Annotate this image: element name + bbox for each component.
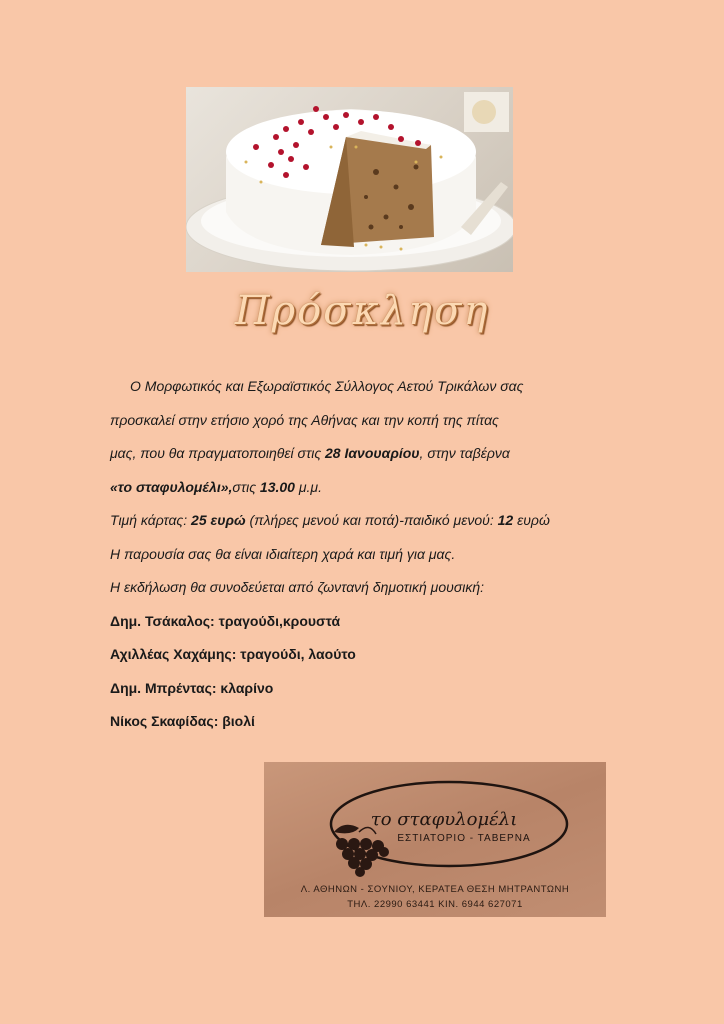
paragraph-line: Ο Μορφωτικός και Εξωραϊστικός Σύλλογος Αετού Τρικάλων σας — [130, 378, 524, 394]
invitation-text — [110, 375, 630, 744]
paragraph-line: Η εκδήλωση θα συνοδεύεται από ζωντανή δημοτική μουσική: — [110, 579, 485, 595]
musician-item: Δημ. Μπρέντας: κλαρίνο — [110, 679, 274, 696]
paragraph-line: μας, που θα πραγματοποιηθεί στις 28 Ιανουαρίου, στην ταβέρνα — [110, 445, 510, 461]
event-date: 28 Ιανουαρίου — [325, 445, 420, 461]
cake-photo — [186, 87, 513, 272]
paragraph-line: «το σταφυλομέλι»,στις 13.00 μ.μ. — [110, 478, 322, 495]
logo-phone: ΤΗΛ. 22990 63441 ΚΙΝ. 6944 627071 — [347, 899, 523, 910]
musician-item: Αχιλλέας Χαχάμης: τραγούδι, λαούτο — [110, 646, 356, 662]
logo-name: το σταφυλομέλι — [370, 809, 518, 830]
venue-logo — [264, 762, 606, 917]
cake-illustration — [186, 87, 513, 272]
venue-name: «το σταφυλομέλι», — [110, 478, 233, 495]
child-price: 12 — [497, 512, 514, 528]
paragraph-line: προσκαλεί στην ετήσιο χορό της Αθήνας και την κοπή της πίτας — [110, 411, 499, 428]
logo-subtitle: ΕΣΤΙΑΤΟΡΙΟ - ΤΑΒΕΡΝΑ — [397, 833, 531, 844]
musician-item: Νίκος Σκαφίδας: βιολί — [110, 713, 255, 729]
page-title: Πρόσκληση — [234, 288, 490, 334]
adult-price: 25 ευρώ — [191, 512, 246, 528]
logo-address: Λ. ΑΘΗΝΩΝ - ΣΟΥΝΙΟΥ, ΚΕΡΑΤΕΑ ΘΕΣΗ ΜΗΤΡΑΝΤΩΝΗ — [300, 884, 570, 895]
price-line: Τιμή κάρτας: 25 ευρώ (πλήρες μενού και ποτά)-παιδικό μενού: 12 ευρώ — [110, 512, 550, 528]
paragraph-line: Η παρουσία σας θα είναι ιδιαίτερη χαρά και τιμή για μας. — [110, 545, 456, 562]
musician-item: Δημ. Τσάκαλος: τραγούδι,κρουστά — [110, 612, 341, 629]
event-time: 13.00 — [259, 478, 295, 495]
